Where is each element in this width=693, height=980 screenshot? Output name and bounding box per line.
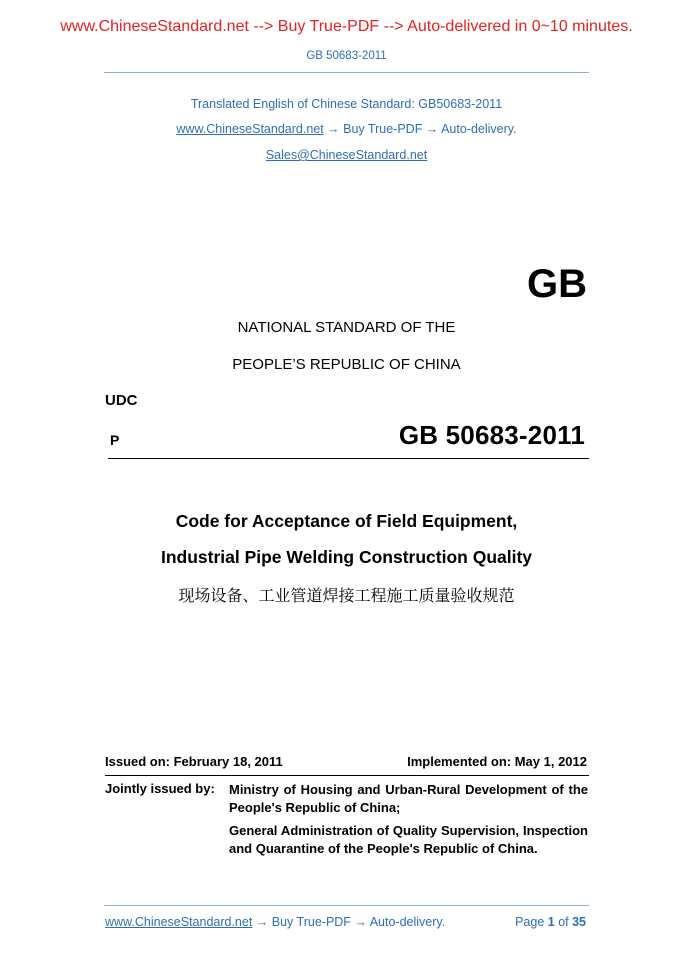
page-number: 1 [547,915,555,929]
national-line-1: NATIONAL STANDARD OF THE [237,319,456,336]
header-code: GB 50683-2011 [306,50,387,62]
title-line-2: Industrial Pipe Welding Construction Quality [160,547,533,567]
email-line [0,148,693,162]
header-divider [104,72,589,73]
code-divider [108,458,589,459]
page-word: Page [515,915,548,929]
page-indicator [515,915,586,929]
site-line [0,122,693,136]
footer-link[interactable]: www.ChineseStandard.net [105,915,253,929]
title-line-1: Code for Acceptance of Field Equipment, [175,511,518,531]
gb-logo: GB [527,262,587,306]
page-total: 35 [572,915,586,929]
standard-code: GB 50683-2011 [398,420,585,450]
promo-banner[interactable]: www.ChineseStandard.net --> Buy True-PDF --> Auto-delivered in 0~10 minutes. [60,18,633,35]
footer-left [105,915,445,929]
footer-tail: → Buy True-PDF → Auto-delivery. [252,915,446,929]
national-line-2: PEOPLE’S REPUBLIC OF CHINA [232,356,461,373]
site-tail: → Buy True-PDF → Auto-delivery. [323,122,517,136]
udc-label: UDC [105,392,138,409]
implemented-date: Implemented on: May 1, 2012 [407,754,587,769]
issuer-1: Ministry of Housing and Urban-Rural Development of the People's Republic of China; [229,782,588,815]
site-link[interactable]: www.ChineseStandard.net [176,122,324,136]
p-label: P [110,432,120,448]
issued-date: Issued on: February 18, 2011 [105,754,283,769]
jointly-label: Jointly issued by: [105,781,215,796]
issuer-2: General Administration of Quality Supervision, Inspection and Quarantine of the People's Republic of China. [229,823,588,856]
of-word: of [554,915,573,929]
email-link[interactable]: Sales@ChineseStandard.net [265,148,428,162]
issue-divider [105,775,589,776]
title-chinese: 现场设备、工业管道焊接工程施工质量验收规范 [178,586,515,605]
translated-line: Translated English of Chinese Standard: GB50683-2011 [190,97,503,111]
footer-divider [104,905,589,906]
